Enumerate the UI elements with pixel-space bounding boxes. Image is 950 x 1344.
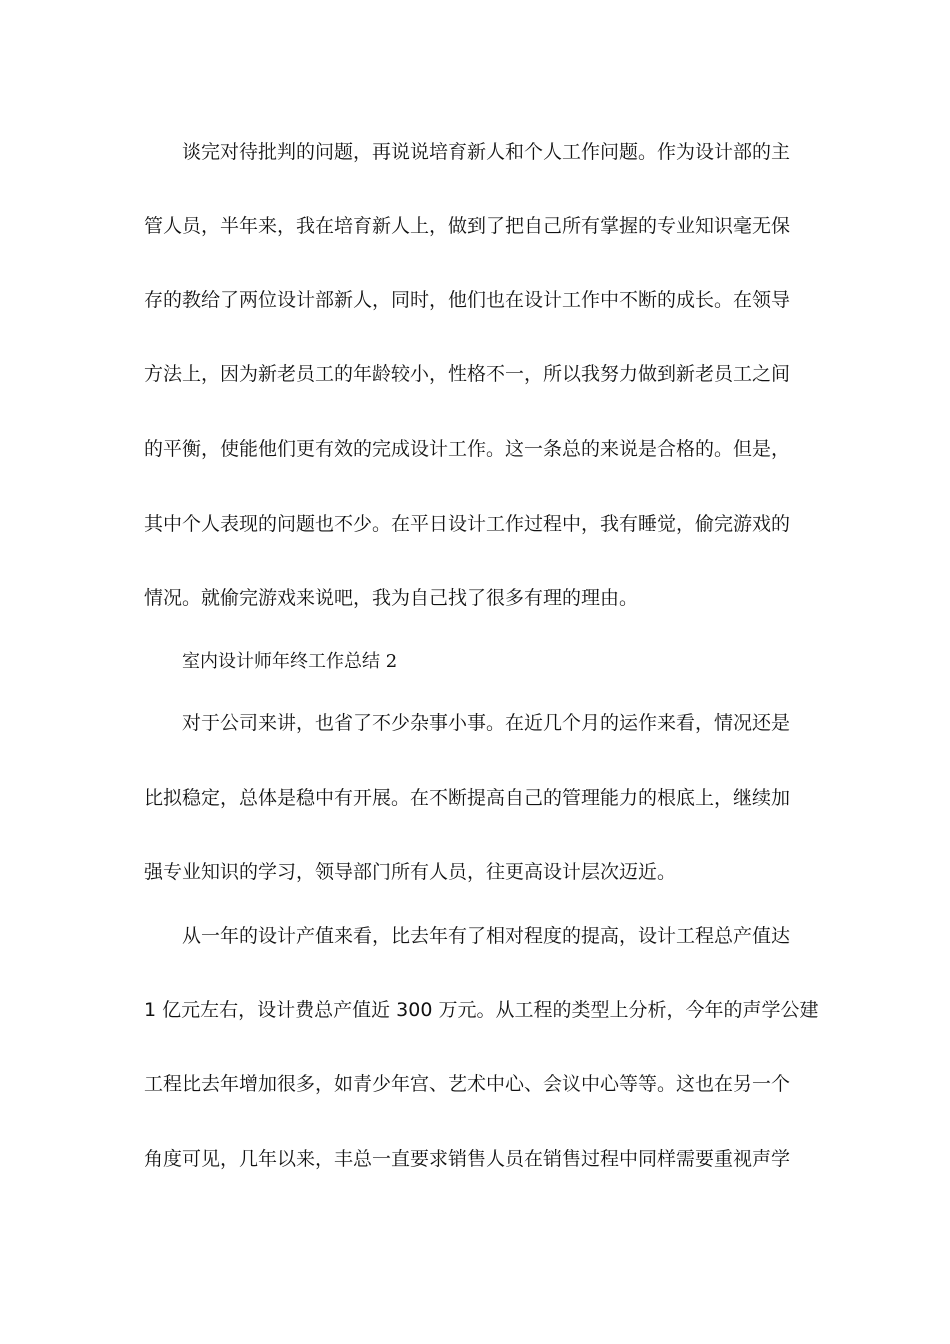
- paragraph-1-line-2: 管人员，半年来，我在培育新人上，做到了把自己所有掌握的专业知识毫无保: [144, 215, 791, 237]
- paragraph-1-line-7: 情况。就偷完游戏来说吧，我为自己找了很多有理的理由。: [144, 587, 639, 609]
- section-title: 室内设计师年终工作总结 2: [182, 651, 398, 672]
- paragraph-1-line-5: 的平衡，使能他们更有效的完成设计工作。这一条总的来说是合格的。但是，: [144, 438, 791, 460]
- paragraph-2-line-1: 对于公司来讲，也省了不少杂事小事。在近几个月的运作来看，情况还是: [182, 712, 791, 734]
- paragraph-1-line-3: 存的教给了两位设计部新人，同时，他们也在设计工作中不断的成长。在领导: [144, 289, 791, 311]
- paragraph-3-line-3: 工程比去年增加很多，如青少年宫、艺术中心、会议中心等等。这也在另一个: [144, 1073, 791, 1095]
- paragraph-3-line-2: 1 亿元左右，设计费总产值近 300 万元。从工程的类型上分析，今年的声学公建: [144, 999, 819, 1021]
- paragraph-3-line-1: 从一年的设计产值来看，比去年有了相对程度的提高，设计工程总产值达: [182, 925, 791, 947]
- paragraph-3-line-4: 角度可见，几年以来，丰总一直要求销售人员在销售过程中同样需要重视声学: [144, 1148, 791, 1170]
- paragraph-1-line-6: 其中个人表现的问题也不少。在平日设计工作过程中，我有睡觉，偷完游戏的: [144, 513, 791, 535]
- paragraph-2-line-2: 比拟稳定，总体是稳中有开展。在不断提高自己的管理能力的根底上，继续加: [144, 787, 791, 809]
- paragraph-2-line-3: 强专业知识的学习，领导部门所有人员，往更高设计层次迈近。: [144, 861, 677, 883]
- paragraph-1-line-4: 方法上，因为新老员工的年龄较小，性格不一，所以我努力做到新老员工之间: [144, 363, 791, 385]
- paragraph-1-line-1: 谈完对待批判的问题，再说说培育新人和个人工作问题。作为设计部的主: [182, 141, 791, 163]
